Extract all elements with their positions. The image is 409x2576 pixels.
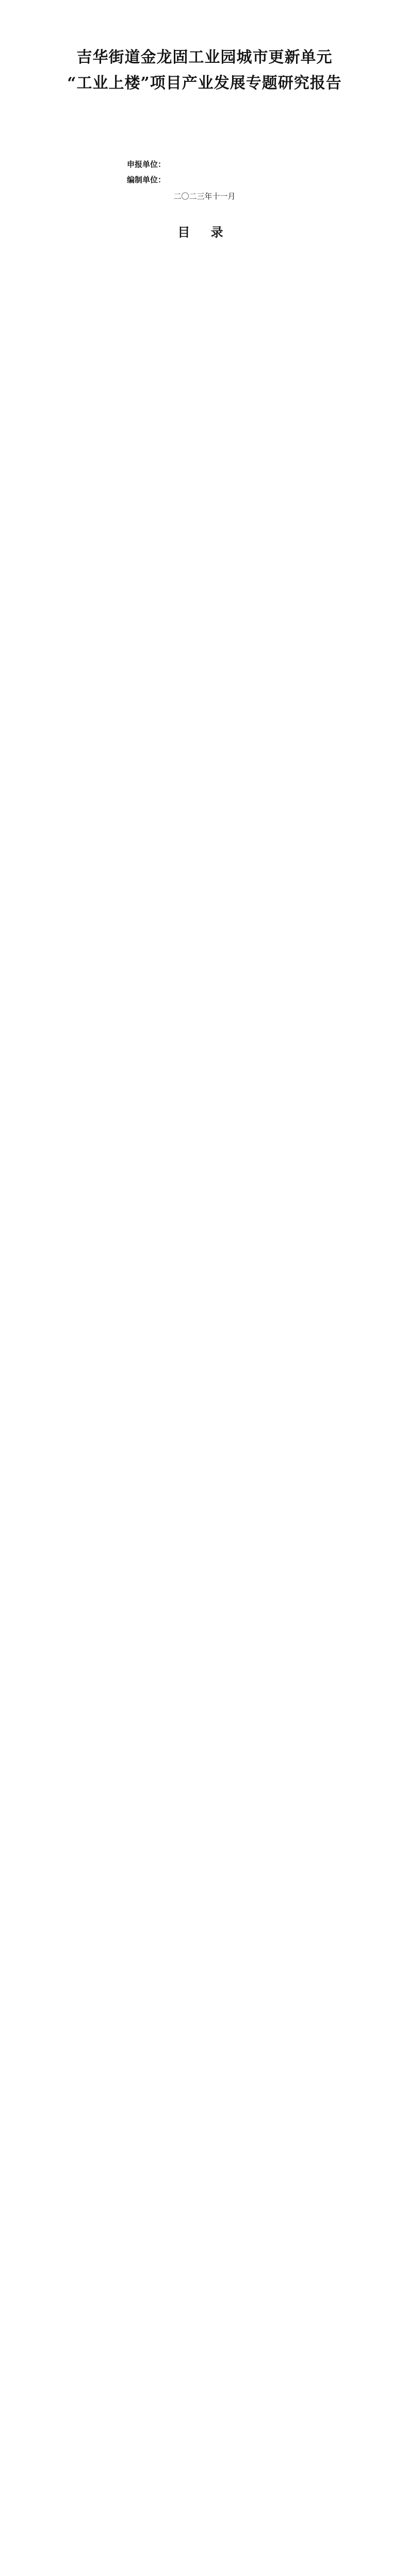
compiler-label: 编制单位： [127,175,166,184]
commission-label: 申报单位： [127,160,166,169]
compiler-row [127,172,359,188]
toc-heading: 目 录 [177,225,232,240]
document-subtitle: “工业上楼”项目产业发展专题研究报告 [67,74,342,92]
commission-row [127,157,359,172]
document-title: 吉华街道金龙固工业园城市更新单元 [76,48,333,66]
document-meta [50,157,359,188]
compile-date: 二〇二三年十一月 [173,192,236,201]
